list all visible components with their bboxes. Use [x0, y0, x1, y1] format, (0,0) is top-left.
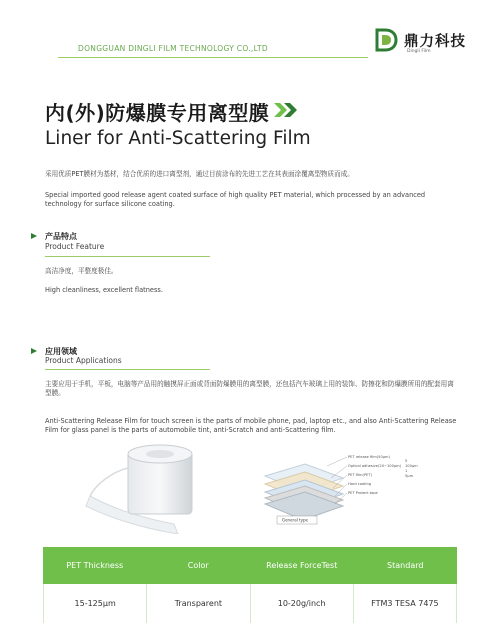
feature-text-cn: 高洁净度，平整度极佳。 [45, 267, 118, 275]
feature-heading-en: Product Feature [45, 242, 105, 251]
application-text-cn: 主要应用于手机，平板，电脑等产品用的触摸屏正面或背面防爆膜用的离型膜，还包括汽车玻璃上用的装饰、防擦花和防爆膜所用的配套用离型膜。 [45, 380, 454, 397]
table-header [43, 547, 457, 584]
feature-divider [45, 256, 210, 257]
brand-name-cn: 鼎力科技 [404, 34, 466, 50]
layer-structure-diagram [255, 448, 435, 528]
diagram-label: Optical adhesive(20~100μm) [348, 464, 402, 468]
table-row [43, 584, 457, 623]
section-bullet-icon [31, 233, 37, 239]
header-color: Color [187, 561, 209, 570]
feature-text-en: High cleanliness, excellent flatness. [45, 286, 163, 294]
film-roll-image [82, 438, 210, 534]
application-divider [45, 369, 210, 370]
diagram-side-label: 5μm [405, 474, 414, 478]
page-title-cn: 内(外)防爆膜专用离型膜 [45, 101, 270, 125]
page-title-en: Liner for Anti-Scattering Film [45, 128, 311, 149]
company-name: DONGGUAN DINGLI FILM TECHNOLOGY CO.,LTD [78, 44, 269, 53]
diagram-label: PET release film(50μm) [348, 455, 390, 459]
intro-text-en: Special imported good release agent coated surface of high quality PET material, which processed by an advanced technology for surface silicone coating. [45, 191, 426, 208]
diagram-label: Hard coating [348, 482, 372, 486]
application-heading-en: Product Applications [45, 356, 122, 365]
header-standard: Standard [387, 561, 424, 570]
double-chevron-icon [272, 101, 298, 119]
header-release-force: Release ForceTest [266, 561, 338, 570]
cell-standard: FTM3 TESA 7475 [371, 599, 439, 608]
dingli-logo-icon [373, 26, 399, 54]
section-bullet-icon [31, 348, 37, 354]
diagram-label: PET film(PET) [348, 473, 372, 477]
feature-heading-cn: 产品特点 [45, 232, 77, 241]
diagram-side-label: 100μm [405, 464, 418, 468]
diagram-side-label: 1 [405, 469, 408, 473]
cell-thickness: 15-125μm [44, 584, 147, 623]
diagram-label: PET Protect tape [348, 491, 378, 495]
diagram-side-label: 5 [405, 459, 408, 463]
intro-text-cn: 采用优质PET膜材为基材，结合优质的进口离型剂，通过目前涂布的先进工艺在其表面涂覆离型物质而成。 [45, 170, 354, 178]
diagram-caption: General type [282, 517, 308, 523]
cell-color: Transparent [147, 584, 250, 623]
application-heading-cn: 应用领域 [45, 347, 77, 356]
spec-table [43, 547, 457, 623]
header-thickness: PET Thickness [66, 561, 124, 570]
header-divider [58, 57, 368, 58]
brand-name-en: Dingli Film [407, 49, 431, 54]
cell-release-force: 10-20g/inch [251, 584, 354, 623]
application-text-en: Anti-Scattering Release Film for touch screen is the parts of mobile phone, pad, laptop etc., and also Anti-Scattering Release Film for glass panel is the parts of automobile tint, anti-Scratch and anti-Scattering film. [45, 417, 457, 434]
